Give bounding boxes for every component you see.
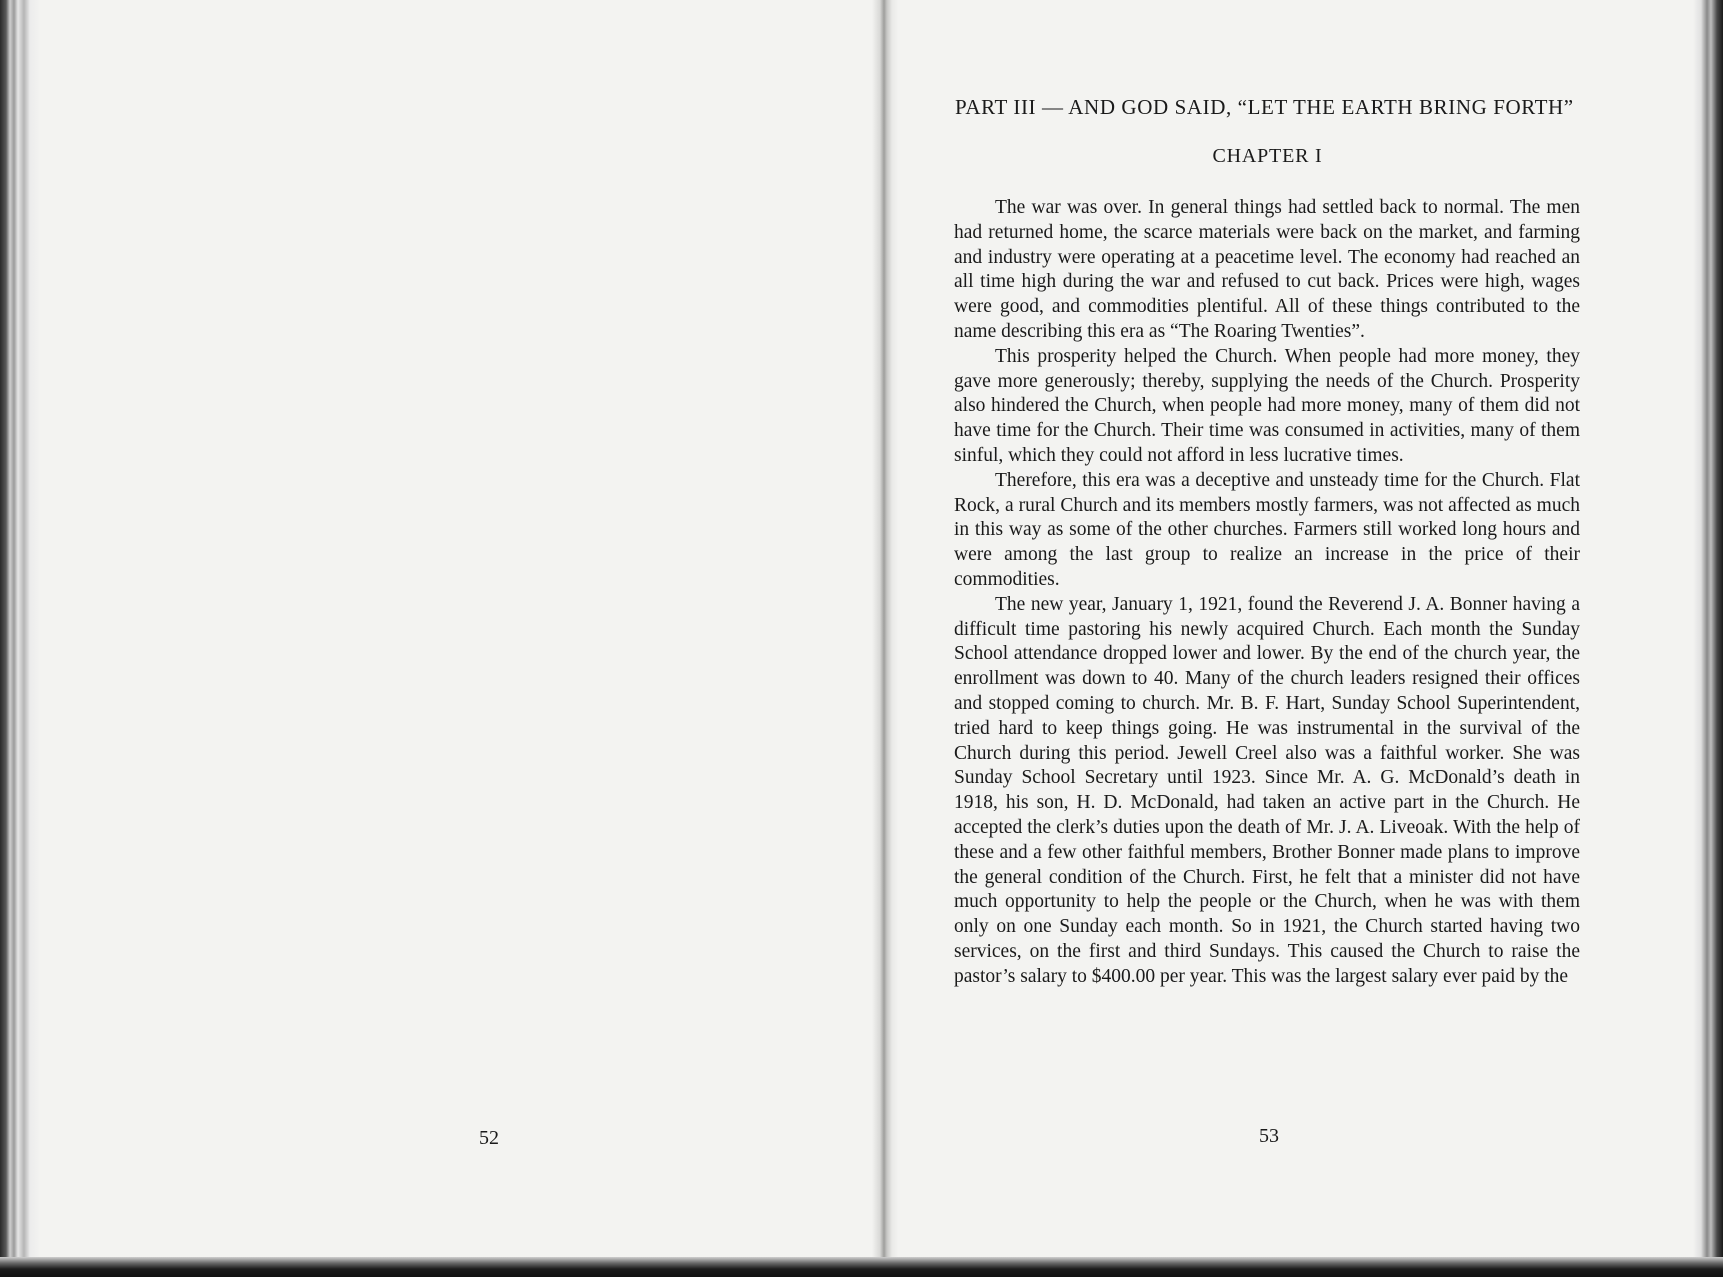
paragraph: This prosperity helped the Church. When people had more money, they gave more generously; thereby, supplying the needs of the Church. Prosperity also hindered the Church, when people had more money, many of them did not have time for the Church. Their time was consumed in activities, many of them sinful, which they could not afford in less lucrative times. bbox=[954, 345, 1580, 466]
chapter-heading: CHAPTER I bbox=[1212, 145, 1323, 167]
bottom-edge bbox=[0, 1257, 1723, 1277]
left-page-number: 52 bbox=[479, 1127, 499, 1149]
page-gutter bbox=[872, 0, 898, 1260]
right-binding-edge bbox=[1693, 0, 1723, 1277]
right-page-number: 53 bbox=[1259, 1125, 1279, 1147]
paragraph: The new year, January 1, 1921, found the Reverend J. A. Bonner having a difficult time pastoring his newly acquired Church. Each month the Sunday School attendance dropped lower and lower. By the end of the church year, the enrollment was down to 40. Many of the church leaders resigned their offices and stopped coming to church. Mr. B. F. Hart, Sunday School Superintendent, tried hard to keep things going. He was instrumental in the survival of the Church during this period. Jewell Creel also was a faithful worker. She was Sunday School Secretary until 1923. Since Mr. A. G. McDonald’s death in 1918, his son, H. D. McDonald, had taken an active part in the Church. He accepted the clerk’s duties upon the death of Mr. J. A. Liveoak. With the help of these and a few other faithful members, Brother Bonner made plans to improve the general condition of the Church. First, he felt that a minister did not have much opportunity to help the people or the Church, when he was with them only on one Sunday each month. So in 1921, the Church started having two services, on the first and third Sundays. This caused the Church to raise the pastor’s salary to $400.00 per year. This was the largest salary ever paid by the bbox=[954, 593, 1580, 987]
paragraph: The war was over. In general things had settled back to normal. The men had returned home, the scarce materials were back on the market, and farming and industry were operating at a peacetime level. The economy had reached an all time high during the war and refused to cut back. Prices were high, wages were good, and commodities plentiful. All of these things contributed to the name describing this era as “The Roaring Twenties”. bbox=[954, 197, 1580, 342]
part-heading: PART III — AND GOD SAID, “LET THE EARTH BRING FORTH” bbox=[955, 95, 1574, 119]
left-binding-edge bbox=[0, 0, 40, 1277]
paragraph: Therefore, this era was a deceptive and unsteady time for the Church. Flat Rock, a rural Church and its members mostly farmers, was not affected as much in this way as some of the other churches. Farmers still worked long hours and were among the last group to realize an increase in the price of their commodities. bbox=[954, 469, 1580, 590]
chapter-body bbox=[954, 196, 1580, 990]
